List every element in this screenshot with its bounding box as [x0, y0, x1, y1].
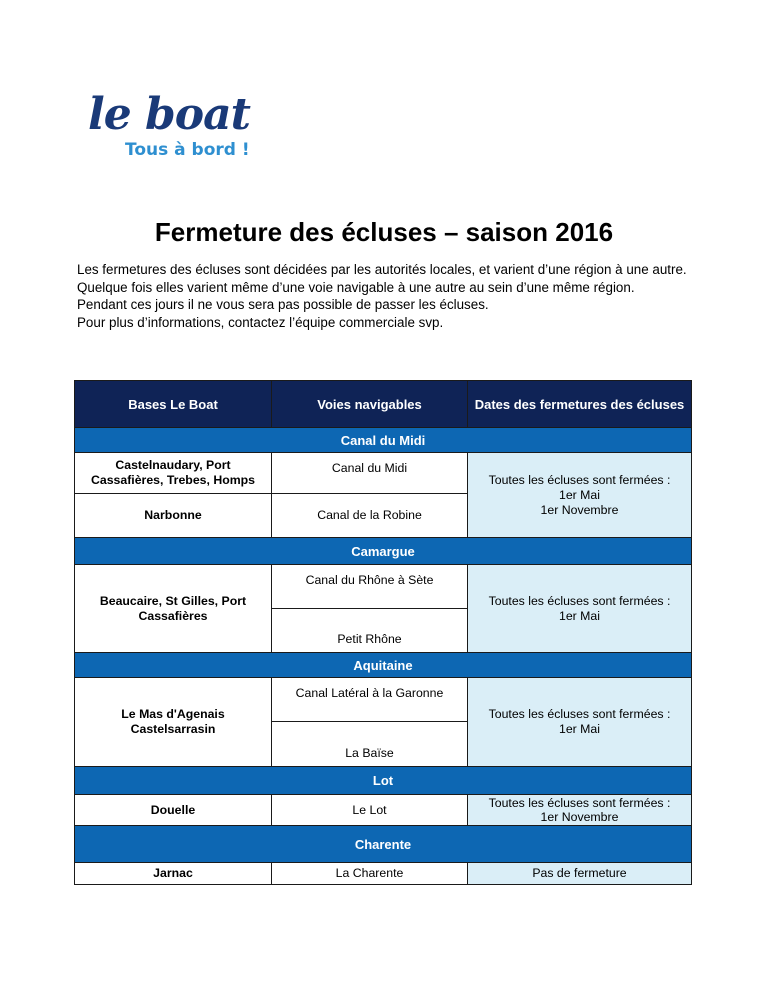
intro-line-2: Quelque fois elles varient même d’une voie navigable à une autre au sein d’une même région. — [77, 279, 635, 295]
dates-line: 1er Novembre — [540, 502, 619, 517]
section-title: Charente — [75, 826, 692, 863]
logo-tagline: Tous à bord ! — [125, 140, 250, 160]
header-waterways: Voies navigables — [272, 381, 468, 428]
section-row-lot — [75, 767, 692, 795]
base-cell — [75, 678, 272, 767]
waterway-cell: Canal du Midi — [272, 453, 468, 494]
waterway-cell: Le Lot — [272, 795, 468, 826]
section-title: Lot — [75, 767, 692, 795]
waterway-cell: Canal du Rhône à Sète — [272, 565, 468, 609]
dates-cell — [468, 453, 692, 538]
dates-line: 1er Novembre — [540, 810, 619, 824]
section-row-aquitaine — [75, 653, 692, 678]
table-row — [75, 453, 692, 494]
dates-line: Toutes les écluses sont fermées : — [488, 593, 671, 608]
dates-line: Toutes les écluses sont fermées : — [488, 796, 671, 810]
section-title: Canal du Midi — [75, 428, 692, 453]
base-cell: Beaucaire, St Gilles, Port Cassafières — [75, 565, 272, 653]
section-title: Aquitaine — [75, 653, 692, 678]
header-bases: Bases Le Boat — [75, 381, 272, 428]
base-line: Le Mas d'Agenais — [121, 707, 225, 721]
dates-cell: Pas de fermeture — [468, 863, 692, 885]
lock-closures-table — [74, 380, 692, 885]
intro-line-3: Pendant ces jours il ne vous sera pas possible de passer les écluses. — [77, 297, 489, 312]
base-cell: Douelle — [75, 795, 272, 826]
table-row — [75, 863, 692, 885]
section-row-canal-du-midi — [75, 428, 692, 453]
page-title: Fermeture des écluses – saison 2016 — [154, 217, 614, 247]
dates-line: 1er Mai — [558, 487, 600, 502]
section-row-camargue — [75, 538, 692, 565]
dates-cell — [468, 565, 692, 653]
logo-wordmark: le boat — [88, 89, 250, 140]
waterway-cell: La Baïse — [272, 722, 468, 767]
section-row-charente — [75, 826, 692, 863]
dates-cell — [468, 678, 692, 767]
table-row — [75, 795, 692, 826]
intro-text — [77, 261, 697, 331]
waterway-cell: Canal de la Robine — [272, 494, 468, 538]
waterway-cell: Petit Rhône — [272, 609, 468, 653]
dates-line: Toutes les écluses sont fermées : — [488, 707, 671, 721]
dates-line: 1er Mai — [558, 608, 600, 623]
waterway-cell: Canal Latéral à la Garonne — [272, 678, 468, 722]
table-header-row — [75, 381, 692, 428]
header-dates: Dates des fermetures des écluses — [468, 381, 692, 428]
table-row — [75, 565, 692, 609]
intro-line-4: Pour plus d’informations, contactez l’équipe commerciale svp. — [77, 314, 444, 330]
le-boat-logo — [88, 89, 288, 164]
base-cell: Jarnac — [75, 863, 272, 885]
section-title: Camargue — [75, 538, 692, 565]
waterway-cell: La Charente — [272, 863, 468, 885]
base-cell: Narbonne — [75, 494, 272, 538]
dates-line: Toutes les écluses sont fermées : — [488, 472, 671, 487]
base-line: Castelsarrasin — [130, 722, 216, 736]
intro-line-1: Les fermetures des écluses sont décidées par les autorités locales, et varient d’une région à une autre. — [77, 262, 687, 277]
base-cell: Castelnaudary, Port Cassafières, Trebes, Homps — [75, 453, 272, 494]
table-row — [75, 678, 692, 722]
dates-cell — [468, 795, 692, 826]
dates-line: 1er Mai — [558, 722, 600, 736]
